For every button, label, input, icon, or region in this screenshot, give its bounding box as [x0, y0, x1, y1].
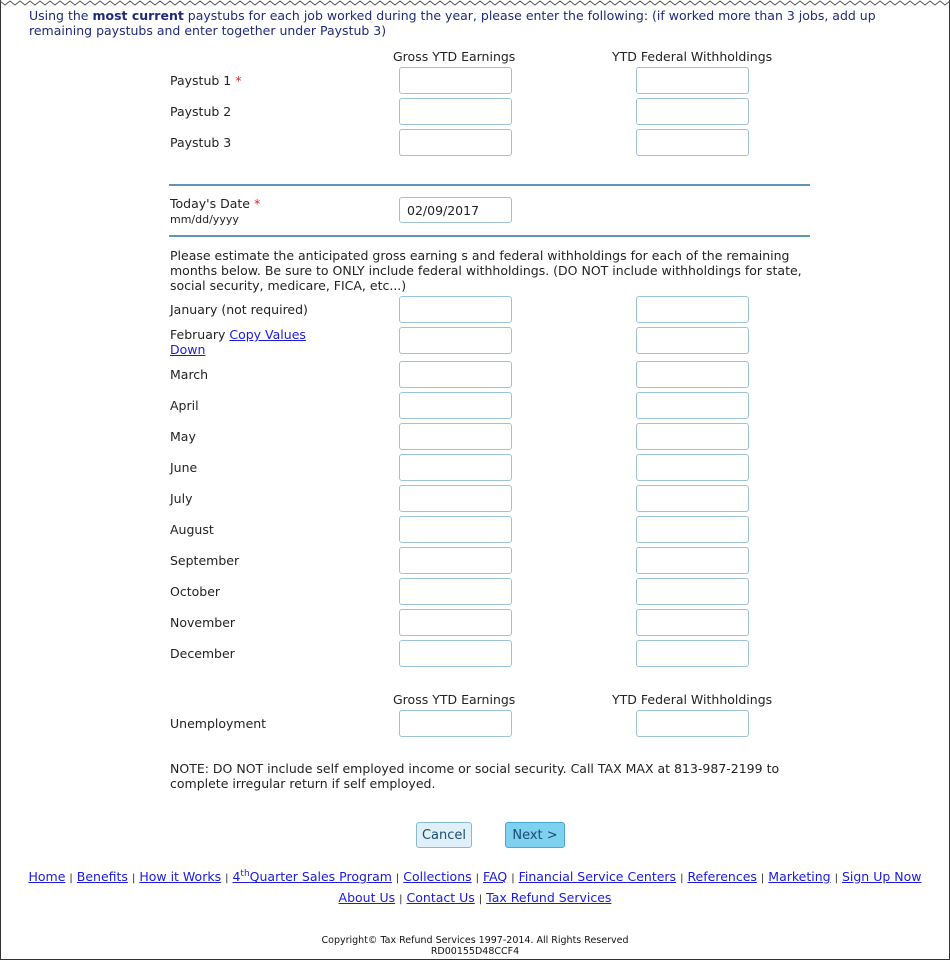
month-label-8: September [170, 553, 240, 568]
month-8-gross-input[interactable] [399, 547, 512, 574]
intro-suffix: paystubs for each job worked during the year, please enter the following: (if worked more than 3 jobs, add up remaining paystubs and enter together under Paystub 3) [29, 8, 876, 38]
month-label-1: February Copy Values Down [170, 327, 306, 357]
month-6-gross-input[interactable] [399, 485, 512, 512]
month-10-gross-input[interactable] [399, 609, 512, 636]
session-code: RD00155D48CCF4 [430, 946, 520, 957]
paystub-2-federal-input[interactable] [636, 98, 749, 125]
footer-separator: | [69, 873, 73, 885]
month-label-3: April [170, 398, 199, 413]
month-5-federal-input[interactable] [636, 454, 749, 481]
unemployment-federal-input[interactable] [636, 710, 749, 737]
footer-separator: | [478, 894, 483, 905]
next-button[interactable]: Next > [505, 822, 565, 848]
paystub-2-gross-input[interactable] [399, 98, 512, 125]
month-11-gross-input[interactable] [399, 640, 512, 667]
month-label-5: June [170, 460, 198, 475]
month-9-gross-input[interactable] [399, 578, 512, 605]
required-marker: * [235, 73, 242, 88]
footer-nav-primary [0, 869, 950, 884]
footer-link-references[interactable]: References [687, 869, 757, 885]
month-2-federal-input[interactable] [636, 361, 749, 388]
date-format-hint: mm/dd/yyyy [170, 213, 239, 226]
footer-link-financial-service-centers[interactable]: Financial Service Centers [518, 869, 677, 885]
paystub-1-label: Paystub 1 * [170, 73, 242, 88]
month-8-federal-input[interactable] [636, 547, 749, 574]
paystub-1-gross-input[interactable] [399, 67, 512, 94]
intro-prefix: Using the [29, 8, 93, 23]
footer-separator: | [834, 873, 838, 885]
unemployment-federal-header: YTD Federal Withholdings [612, 692, 773, 707]
footer-link-how-it-works[interactable]: How it Works [139, 869, 222, 885]
footer-link-4th-quarter-sales-program[interactable]: 4thQuarter Sales Program [232, 869, 392, 885]
month-9-federal-input[interactable] [636, 578, 749, 605]
footer-link-collections[interactable]: Collections [403, 869, 472, 885]
section-divider-bottom [169, 235, 810, 237]
paystub-3-gross-input[interactable] [399, 129, 512, 156]
intro-instructions [29, 8, 909, 38]
month-label-10: November [170, 615, 236, 630]
month-4-federal-input[interactable] [636, 423, 749, 450]
self-employed-note: NOTE: DO NOT include self employed income or social security. Call TAX MAX at 813-987-2199 to complete irregular return if self employed. [170, 761, 780, 791]
footer-separator: | [395, 873, 400, 885]
section-divider-top [169, 184, 810, 186]
footer-separator: | [760, 873, 765, 885]
footer-separator: | [399, 894, 403, 905]
month-3-gross-input[interactable] [399, 392, 512, 419]
month-label-9: October [170, 584, 221, 599]
footer-link-marketing[interactable]: Marketing [768, 869, 831, 885]
month-label-11: December [170, 646, 235, 661]
unemployment-gross-header: Gross YTD Earnings [393, 692, 516, 707]
month-label-0: January (not required) [170, 302, 308, 317]
unemployment-label: Unemployment [170, 716, 267, 731]
federal-withholdings-header: YTD Federal Withholdings [612, 49, 773, 64]
month-3-federal-input[interactable] [636, 392, 749, 419]
month-label-4: May [170, 429, 196, 444]
todays-date-input[interactable] [399, 197, 512, 223]
month-0-gross-input[interactable] [399, 296, 512, 323]
footer-link-benefits[interactable]: Benefits [76, 869, 128, 885]
gross-ytd-header: Gross YTD Earnings [393, 49, 516, 64]
month-7-federal-input[interactable] [636, 516, 749, 543]
required-marker: * [253, 196, 261, 211]
footer-separator: | [680, 873, 684, 885]
cancel-button[interactable]: Cancel [416, 822, 472, 848]
footer-link-contact-us[interactable]: Contact Us [406, 890, 475, 905]
month-11-federal-input[interactable] [636, 640, 749, 667]
footer-separator: | [511, 873, 515, 885]
month-label-6: July [170, 491, 193, 506]
month-1-federal-input[interactable] [636, 327, 749, 354]
month-7-gross-input[interactable] [399, 516, 512, 543]
paystub-3-label: Paystub 3 [170, 135, 232, 150]
month-0-federal-input[interactable] [636, 296, 749, 323]
torn-edge [0, 0, 950, 6]
todays-date-label: Today's Date * [170, 196, 261, 211]
paystub-1-federal-input[interactable] [636, 67, 749, 94]
month-2-gross-input[interactable] [399, 361, 512, 388]
copy-values-down-link[interactable]: Copy Values Down [170, 327, 306, 357]
month-6-federal-input[interactable] [636, 485, 749, 512]
month-4-gross-input[interactable] [399, 423, 512, 450]
month-label-7: August [170, 522, 214, 537]
footer-nav-secondary [0, 890, 950, 905]
footer-separator: | [475, 873, 479, 885]
footer-separator: | [131, 873, 136, 885]
intro-bold: most current [92, 8, 184, 23]
footer-link-home[interactable]: Home [28, 869, 66, 885]
paystub-3-federal-input[interactable] [636, 129, 749, 156]
footer-link-about-us[interactable]: About Us [338, 890, 396, 905]
footer-link-faq[interactable]: FAQ [483, 869, 508, 885]
footer-link-sign-up-now[interactable]: Sign Up Now [841, 869, 922, 885]
paystub-2-label: Paystub 2 [170, 104, 232, 119]
copyright: Copyright© Tax Refund Services 1997-2014. All Rights Reserved [321, 935, 629, 946]
month-10-federal-input[interactable] [636, 609, 749, 636]
footer-link-tax-refund-services[interactable]: Tax Refund Services [486, 890, 612, 905]
month-5-gross-input[interactable] [399, 454, 512, 481]
month-1-gross-input[interactable] [399, 327, 512, 354]
estimate-instructions: Please estimate the anticipated gross earning s and federal withholdings for each of the remaining months below. Be sure to ONLY include federal withholdings. (DO NOT include withholdings for state, social security, medicare, FICA, etc...) [170, 248, 802, 293]
month-label-2: March [170, 367, 209, 382]
footer-separator: | [225, 873, 229, 885]
unemployment-gross-input[interactable] [399, 710, 512, 737]
